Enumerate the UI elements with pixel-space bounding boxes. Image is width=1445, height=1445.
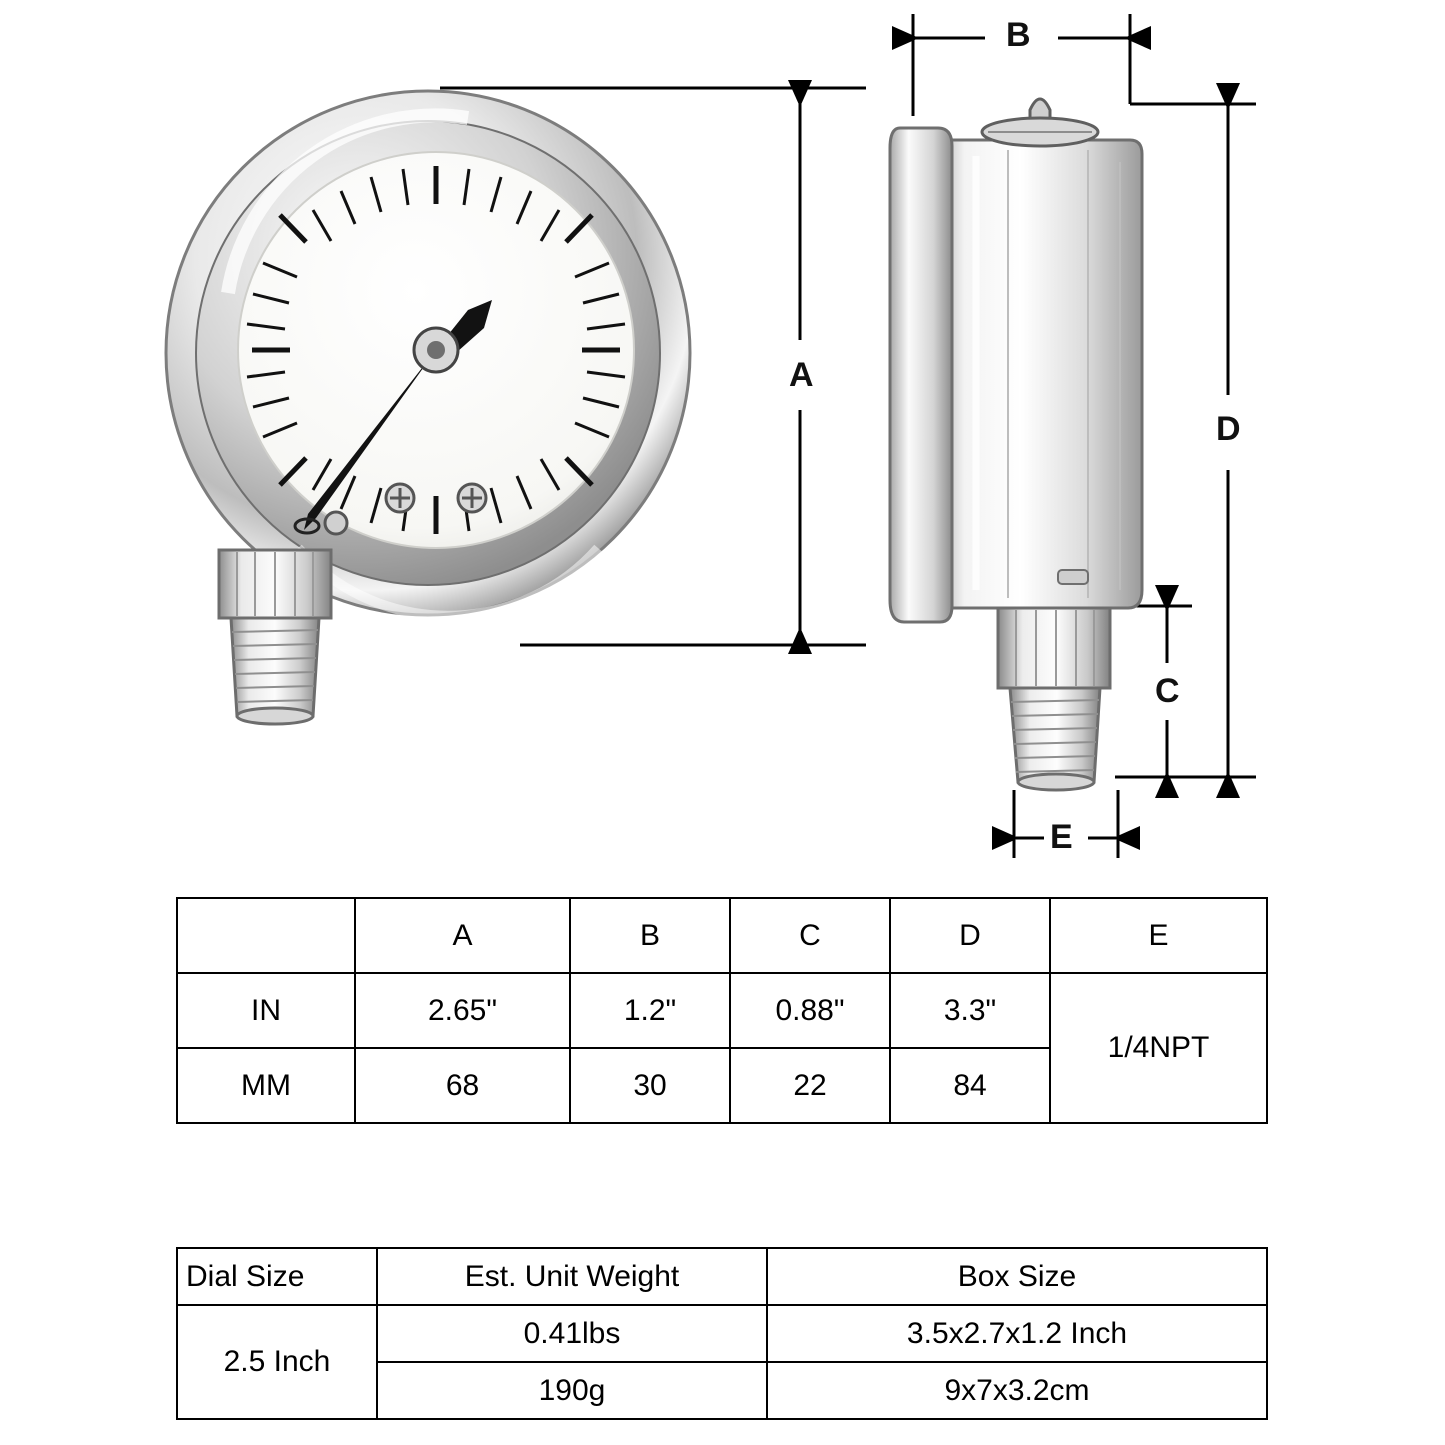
dim-header-a: A xyxy=(355,898,570,973)
spec-weight-metric: 190g xyxy=(377,1362,767,1419)
dim-e-thread: 1/4NPT xyxy=(1050,973,1267,1123)
spec-box-imperial: 3.5x2.7x1.2 Inch xyxy=(767,1305,1267,1362)
dim-in-a: 2.65" xyxy=(355,973,570,1048)
table-row xyxy=(177,1305,1267,1362)
table-row xyxy=(177,973,1267,1048)
dim-in-c: 0.88" xyxy=(730,973,890,1048)
dimension-label-b: B xyxy=(1006,16,1031,54)
gauge-side-stem xyxy=(998,608,1110,790)
spec-table xyxy=(176,1247,1268,1420)
dim-mm-d: 84 xyxy=(890,1048,1050,1123)
dim-mm-a: 68 xyxy=(355,1048,570,1123)
dimension-label-c: C xyxy=(1155,672,1180,710)
dim-header-c: C xyxy=(730,898,890,973)
gauge-side-view xyxy=(880,70,1170,810)
dim-mm-b: 30 xyxy=(570,1048,730,1123)
dimension-table xyxy=(176,897,1268,1124)
dim-row-unit-in: IN xyxy=(177,973,355,1048)
spec-header-weight: Est. Unit Weight xyxy=(377,1248,767,1305)
dim-in-b: 1.2" xyxy=(570,973,730,1048)
spec-header-box-size: Box Size xyxy=(767,1248,1267,1305)
table-row xyxy=(177,898,1267,973)
gauge-bezel-flange xyxy=(890,128,952,622)
dim-header-blank xyxy=(177,898,355,973)
dim-header-d: D xyxy=(890,898,1050,973)
dim-header-e: E xyxy=(1050,898,1267,973)
gauge-front-stem xyxy=(205,540,325,700)
spec-box-metric: 9x7x3.2cm xyxy=(767,1362,1267,1419)
dim-row-unit-mm: MM xyxy=(177,1048,355,1123)
gauge-case-body xyxy=(940,140,1142,608)
spec-weight-imperial: 0.41lbs xyxy=(377,1305,767,1362)
gauge-vent-plug xyxy=(982,99,1098,146)
dimension-label-e: E xyxy=(1050,818,1073,856)
spec-header-dial-size: Dial Size xyxy=(177,1248,377,1305)
spec-dial-size: 2.5 Inch xyxy=(177,1305,377,1419)
dimension-label-d: D xyxy=(1216,410,1241,448)
dim-mm-c: 22 xyxy=(730,1048,890,1123)
dim-header-b: B xyxy=(570,898,730,973)
dimension-label-a: A xyxy=(789,356,814,394)
dim-in-d: 3.3" xyxy=(890,973,1050,1048)
table-row xyxy=(177,1248,1267,1305)
gauge-rear-detail xyxy=(1058,570,1088,584)
